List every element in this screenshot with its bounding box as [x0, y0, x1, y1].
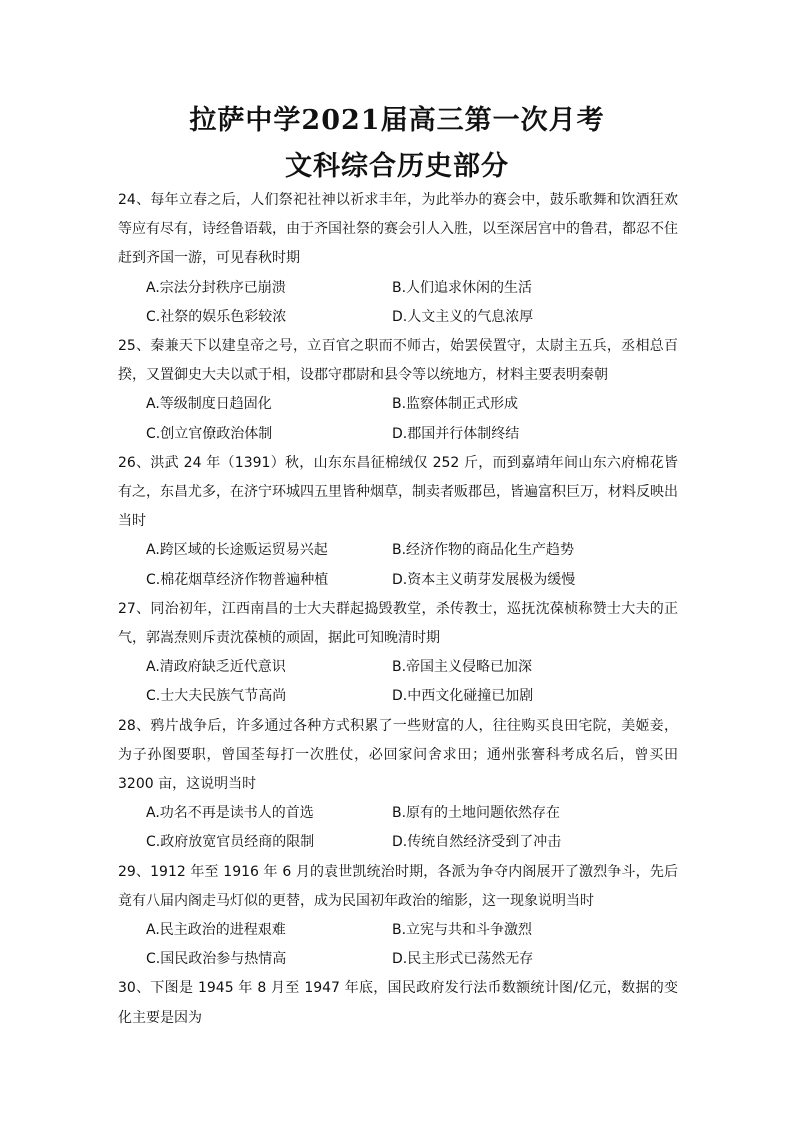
option-c: C.政府放宽官员经商的限制 — [146, 834, 315, 851]
option-row — [118, 828, 678, 857]
option-c: C.社祭的娱乐色彩较浓 — [146, 308, 287, 325]
option-d: D.资本主义萌芽发展极为缓慢 — [392, 571, 576, 588]
option-row — [118, 420, 678, 449]
option-d: D.中西文化碰撞已加剧 — [392, 688, 534, 705]
question-stem-26: 26、洪武 24 年（1391）秋，山东东昌征棉绒仅 252 斤，而到嘉靖年间山东六府棉花皆有之，东昌尤多，在济宁环城四五里皆种烟草，制卖者贩郡邑，皆遍富积巨万，材料反映出当时 — [118, 454, 678, 530]
option-b: B.经济作物的商品化生产趋势 — [392, 542, 575, 559]
option-b: B.原有的土地问题依然存在 — [392, 805, 561, 822]
question-stem-30: 30、下图是 1945 年 8 月至 1947 年底，国民政府发行法币数额统计图/亿元，数据的变化主要是因为 — [118, 980, 678, 1026]
option-d: D.人文主义的气息浓厚 — [392, 308, 534, 325]
option-d: D.民主形式已荡然无存 — [392, 951, 534, 968]
page-subtitle: 文科综合历史部分 — [285, 151, 509, 182]
question-stem-24: 24、每年立春之后，人们祭祀社神以祈求丰年，为此举办的赛会中，鼓乐歌舞和饮酒狂欢等应有尽有，诗经鲁语载，由于齐国社祭的赛会引人入胜，以至深居宫中的鲁君，都忍不住赶到齐国一游，可见春秋时期 — [118, 192, 678, 267]
question-list — [118, 186, 678, 1033]
option-c: C.国民政治参与热情高 — [146, 951, 287, 968]
question-stem-29: 29、1912 年至 1916 年 6 月的袁世凯统治时期，各派为争夺内阁展开了激烈争斗，先后竟有八届内阁走马灯似的更替，成为民国初年政治的缩影，这一现象说明当时 — [118, 863, 678, 909]
option-a: A.宗法分封秩序已崩溃 — [146, 279, 286, 296]
option-b: B.监察体制正式形成 — [392, 396, 519, 413]
page-title: 拉萨中学2021届高三第一次月考 — [189, 105, 605, 136]
option-c: C.士大夫民族气节高尚 — [146, 688, 287, 705]
option-a: A.跨区域的长途贩运贸易兴起 — [146, 542, 328, 559]
option-row — [118, 682, 678, 711]
option-row — [118, 916, 678, 945]
option-row — [118, 536, 678, 565]
option-row — [118, 390, 678, 419]
option-row — [118, 945, 678, 974]
question-stem-28: 28、鸦片战争后，许多通过各种方式积累了一些财富的人，往往购买良田宅院，美姬妾，为子孙图要职，曾国荃每打一次胜仗，必回家问舍求田；通州张謇科考成名后，曾买田 3200 亩，这说明当时 — [118, 717, 678, 793]
option-c: C.棉花烟草经济作物普遍种植 — [146, 571, 329, 588]
option-d: D.传统自然经济受到了冲击 — [392, 834, 562, 851]
option-a: A.清政府缺乏近代意识 — [146, 659, 286, 676]
option-c: C.创立官僚政治体制 — [146, 425, 273, 442]
option-row — [118, 799, 678, 828]
option-row — [118, 303, 678, 332]
option-a: A.民主政治的进程艰难 — [146, 922, 286, 939]
option-d: D.郡国并行体制终结 — [392, 425, 520, 442]
option-a: A.等级制度日趋固化 — [146, 396, 272, 413]
option-b: B.人们追求休闲的生活 — [392, 279, 533, 296]
option-row — [118, 653, 678, 682]
option-row — [118, 274, 678, 303]
option-b: B.立宪与共和斗争激烈 — [392, 922, 533, 939]
question-stem-25: 25、秦兼天下以建皇帝之号，立百官之职而不师古，始罢侯置守，太尉主五兵，丞相总百揆，又置御史大夫以贰于相，设郡守郡尉和县令等以统地方，材料主要表明秦朝 — [118, 338, 678, 384]
option-row — [118, 566, 678, 595]
option-b: B.帝国主义侵略已加深 — [392, 659, 533, 676]
option-a: A.功名不再是读书人的首选 — [146, 805, 314, 822]
question-stem-27: 27、同治初年，江西南昌的士大夫群起捣毁教堂，杀传教士，巡抚沈葆桢称赞士大夫的正气，郭嵩焘则斥责沈葆桢的顽固，据此可知晚清时期 — [118, 600, 678, 647]
